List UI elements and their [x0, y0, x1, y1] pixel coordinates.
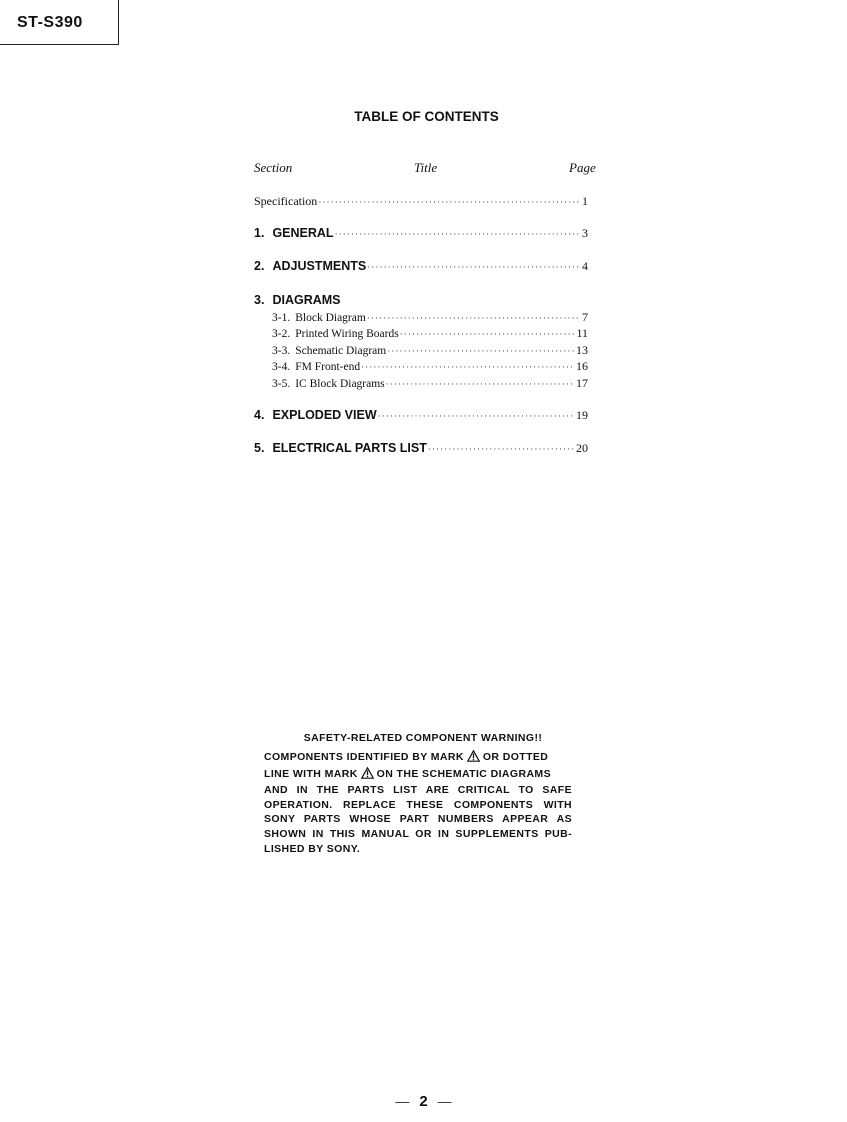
toc-entry-diagrams[interactable] [254, 293, 341, 307]
leader-dots [361, 362, 575, 372]
toc-entry-page: 17 [576, 376, 588, 390]
dash-right: — [437, 1093, 452, 1109]
toc-entry-general[interactable] [254, 226, 588, 241]
toc-entry-label: EXPLODED VIEW [272, 408, 377, 422]
toc-entry-page: 4 [582, 259, 588, 273]
leader-dots [428, 444, 575, 454]
toc-entry-schematic-diagram[interactable] [272, 343, 588, 358]
leader-dots [367, 313, 581, 323]
model-tab [0, 0, 119, 45]
toc-entry-number: 3-1. [272, 312, 291, 324]
toc-entry-page: 19 [576, 408, 588, 422]
leader-dots [400, 329, 576, 339]
toc-entry-number: 2. [254, 259, 265, 273]
leader-dots [367, 262, 581, 272]
toc-entry-number: 3-5. [272, 378, 291, 390]
toc-entry-adjustments[interactable] [254, 259, 588, 274]
toc-entry-page: 11 [576, 326, 588, 340]
toc-entry-ic-block-diagrams[interactable] [272, 376, 588, 391]
toc-entry-label: IC Block Diagrams [295, 378, 385, 390]
warning-text: OR DOTTED [482, 751, 549, 763]
safety-warning [264, 732, 572, 856]
column-header-section: Section [254, 160, 293, 175]
toc-entry-specification[interactable] [254, 194, 588, 209]
toc-entry-electrical-parts-list[interactable] [254, 441, 588, 456]
toc-entry-number: 3-4. [272, 361, 291, 373]
toc-entry-page: 20 [576, 441, 588, 455]
toc-entry-exploded-view[interactable] [254, 408, 588, 423]
leader-dots [386, 379, 575, 389]
toc-entry-number: 3-2. [272, 328, 291, 340]
toc-entry-page: 3 [582, 226, 588, 240]
toc-entry-page: 16 [576, 359, 588, 373]
dash-left: — [395, 1093, 410, 1109]
model-number: ST-S390 [17, 14, 83, 31]
leader-dots [318, 197, 581, 207]
toc-entry-label: GENERAL [272, 226, 334, 240]
toc-entry-number: 3-3. [272, 345, 291, 357]
toc-entry-label: ELECTRICAL PARTS LIST [272, 441, 427, 455]
column-header-title: Title [414, 160, 438, 175]
leader-dots [387, 346, 575, 356]
toc-entry-page: 13 [576, 343, 588, 357]
toc-entry-label: ADJUSTMENTS [272, 259, 367, 273]
caution-triangle-icon [361, 767, 374, 784]
leader-dots [378, 411, 575, 421]
toc-entry-number: 4. [254, 408, 265, 422]
warning-text: LINE WITH MARK [264, 767, 358, 780]
safety-warning-body [264, 750, 572, 856]
toc-entry-page: 1 [582, 194, 588, 208]
toc-entry-fm-front-end[interactable] [272, 359, 588, 374]
toc-entry-label: Specification [254, 194, 318, 208]
toc-entry-label: Block Diagram [295, 312, 366, 324]
page-number [0, 1093, 847, 1110]
caution-triangle-icon [467, 750, 480, 767]
column-header-page: Page [569, 160, 596, 175]
warning-text: AND IN THE PARTS LIST ARE CRITICAL TO SAFE OPERATION. REPLACE THESE COMPONENTS WITH SONY PARTS WHOSE PART NUMBERS APPEAR AS SHOWN IN THIS MANUAL OR IN SUPPLEMENTS PUB-LISHED BY SONY. [264, 784, 572, 855]
page-number-value: 2 [419, 1093, 428, 1110]
safety-warning-title: SAFETY-RELATED COMPONENT WARNING!! [303, 732, 543, 744]
toc-entry-number: 5. [254, 441, 265, 455]
toc-entry-label: DIAGRAMS [272, 293, 341, 307]
leader-dots [335, 229, 581, 239]
warning-text: ON THE SCHEMATIC DIAGRAMS [376, 767, 551, 780]
toc-entry-number: 3. [254, 293, 265, 307]
page-title: TABLE OF CONTENTS [354, 109, 499, 124]
toc-entry-label: Printed Wiring Boards [295, 328, 399, 340]
toc-entry-label: FM Front-end [295, 361, 361, 373]
toc-entry-block-diagram[interactable] [272, 310, 588, 325]
toc-entry-label: Schematic Diagram [295, 345, 387, 357]
toc-entry-number: 1. [254, 226, 265, 240]
toc-entry-page: 7 [582, 310, 588, 324]
toc-entry-printed-wiring-boards[interactable] [272, 326, 588, 341]
warning-text: COMPONENTS IDENTIFIED BY MARK [264, 751, 464, 763]
